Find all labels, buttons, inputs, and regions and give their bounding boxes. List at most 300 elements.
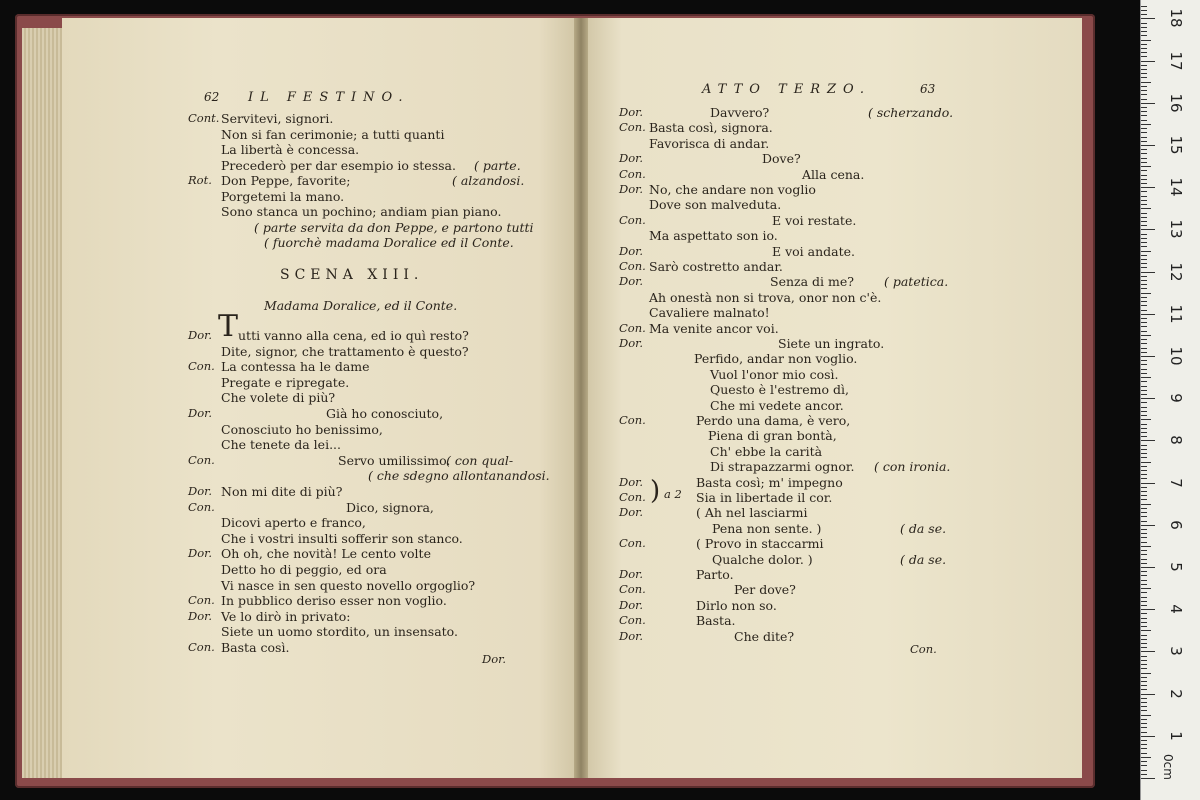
ruler-tick xyxy=(1141,356,1155,357)
verse-line: Non si fan cerimonie; a tutti quanti xyxy=(221,126,445,142)
verse-line: E voi restate. xyxy=(772,212,857,228)
ruler-tick xyxy=(1141,537,1147,538)
verse-line: Basta così, signora. xyxy=(649,120,773,136)
ruler-tick xyxy=(1141,407,1147,408)
verse-line: Davvero? xyxy=(710,105,770,120)
ruler-tick xyxy=(1141,613,1147,614)
ruler-tick xyxy=(1141,191,1147,192)
ruler-tick xyxy=(1141,390,1147,391)
ruler-tick xyxy=(1141,609,1155,610)
stage-direction: ( parte. xyxy=(474,157,521,173)
ruler-tick xyxy=(1141,626,1147,627)
ruler-tick xyxy=(1141,221,1147,222)
ruler-tick xyxy=(1141,373,1147,374)
ruler-tick xyxy=(1141,440,1155,441)
ruler-tick xyxy=(1141,474,1147,475)
ruler-tick xyxy=(1141,698,1147,699)
verse-line: Porgetemi la mano. xyxy=(221,188,345,204)
ruler-tick xyxy=(1141,516,1147,517)
verse-line: Conosciuto ho benissimo, xyxy=(221,421,383,437)
stage-direction: ( con qual- xyxy=(446,452,514,468)
verse-line: ( Ah nel lasciarmi xyxy=(696,505,808,521)
speaker-label: Dor. xyxy=(619,151,644,166)
ruler-number: 13 xyxy=(1167,219,1185,239)
ruler-tick xyxy=(1141,483,1155,484)
scene-first-line: utti vanno alla cena, ed io quì resto? xyxy=(238,328,469,343)
ruler-tick xyxy=(1141,462,1151,463)
verse-line: Piena di gran bontà, xyxy=(708,428,837,444)
ruler-tick xyxy=(1141,428,1147,429)
speaker-label: Dor. xyxy=(619,597,644,612)
ruler-tick xyxy=(1141,82,1151,83)
ruler-tick xyxy=(1141,322,1147,323)
ruler-tick xyxy=(1141,677,1147,678)
ruler-tick xyxy=(1141,120,1147,121)
ruler-tick xyxy=(1141,69,1147,70)
ruler-tick xyxy=(1141,272,1155,273)
ruler-tick xyxy=(1141,187,1155,188)
ruler-tick xyxy=(1141,533,1147,534)
ruler-tick xyxy=(1141,48,1147,49)
ruler-tick xyxy=(1141,284,1147,285)
speaker-label: Con. xyxy=(619,320,646,335)
verse-line: Di strapazzarmi ognor. xyxy=(710,459,855,475)
speaker-label: Dor. xyxy=(188,406,213,420)
ruler-number: 5 xyxy=(1167,562,1185,572)
ruler-tick xyxy=(1141,744,1147,745)
speaker-label: Con. xyxy=(619,212,646,227)
ruler-tick xyxy=(1141,170,1147,171)
verse-line: ( fuorchè madama Doralice ed il Conte. xyxy=(264,235,514,250)
speaker-label: Cont. xyxy=(188,111,220,125)
verse-line: Basta così; m' impegno xyxy=(696,474,843,490)
left-page-number: 62 xyxy=(204,90,220,104)
ruler-tick xyxy=(1141,288,1147,289)
ruler-tick xyxy=(1141,748,1147,749)
right-page-number: 63 xyxy=(920,82,936,96)
ruler-tick xyxy=(1141,124,1151,125)
ruler-tick xyxy=(1141,487,1147,488)
speaker-label: Rot. xyxy=(188,173,212,187)
ruler-tick xyxy=(1141,166,1151,167)
ruler-tick xyxy=(1141,601,1147,602)
ruler-tick xyxy=(1141,660,1147,661)
stage-direction: ( con ironia. xyxy=(874,459,951,475)
verse-line: Che i vostri insulti sofferir son stanco. xyxy=(221,530,463,546)
ruler-number: 17 xyxy=(1167,51,1185,71)
speaker-label: Dor. xyxy=(619,628,644,643)
ruler-tick xyxy=(1141,525,1155,526)
ruler-tick xyxy=(1141,694,1155,695)
verse-line: Siete un ingrato. xyxy=(778,336,885,351)
ruler-number: 9 xyxy=(1167,393,1185,403)
ruler-tick xyxy=(1141,56,1147,57)
verse-line: Siete un uomo stordito, un insensato. xyxy=(221,624,458,640)
ruler-tick xyxy=(1141,377,1151,378)
verse-line: Servo umilissimo. xyxy=(338,452,451,468)
ruler-tick xyxy=(1141,664,1147,665)
ruler-tick xyxy=(1141,179,1147,180)
verse-line: Vuol l'onor mio così. xyxy=(710,366,839,382)
ruler-number: 10 xyxy=(1167,346,1185,366)
ruler-tick xyxy=(1141,73,1147,74)
ruler-tick xyxy=(1141,542,1147,543)
ruler-tick xyxy=(1141,242,1147,243)
ruler-tick xyxy=(1141,736,1155,737)
ruler-tick xyxy=(1141,31,1147,32)
verse-line: La contessa ha le dame xyxy=(221,359,370,375)
ruler-tick xyxy=(1141,740,1147,741)
ruler-tick xyxy=(1141,111,1147,112)
verse-line: Ch' ebbe la carità xyxy=(710,443,823,459)
ruler-tick xyxy=(1141,445,1147,446)
ruler-tick xyxy=(1141,618,1147,619)
verse-line: Per dove? xyxy=(734,582,796,598)
speaker-label: Con. xyxy=(619,259,646,273)
ruler-tick xyxy=(1141,18,1155,19)
verse-line: Dove? xyxy=(762,151,801,167)
ruler-tick xyxy=(1141,575,1147,576)
ruler-tick xyxy=(1141,689,1147,690)
ruler-tick xyxy=(1141,668,1147,669)
speaker-label: Dor. xyxy=(619,243,644,258)
ruler-tick xyxy=(1141,204,1147,205)
verse-line: Questo è l'estremo dì, xyxy=(710,382,849,398)
ruler-tick xyxy=(1141,411,1147,412)
ruler-tick xyxy=(1141,402,1147,403)
ruler-tick xyxy=(1141,65,1147,66)
ruler-tick xyxy=(1141,153,1147,154)
ruler-tick xyxy=(1141,757,1151,758)
verse-line: La libertà è concessa. xyxy=(221,142,360,157)
ruler-tick xyxy=(1141,225,1147,226)
ruler-tick xyxy=(1141,61,1155,62)
ruler-tick xyxy=(1141,132,1147,133)
ruler-tick xyxy=(1141,449,1147,450)
verse-line: Già ho conosciuto, xyxy=(326,406,444,421)
ruler-tick xyxy=(1141,727,1147,728)
ruler-tick xyxy=(1141,592,1147,593)
verse-line: Perfido, andar non voglio. xyxy=(694,351,858,367)
verse-line: Perdo una dama, è vero, xyxy=(696,413,851,428)
verse-line: ( Provo in staccarmi xyxy=(696,536,824,552)
ruler-tick xyxy=(1141,314,1155,315)
verse-line: Pregate e ripregate. xyxy=(221,374,350,390)
scene-persons: Madama Doralice, ed il Conte. xyxy=(264,298,458,313)
ruler-number: 6 xyxy=(1167,520,1185,530)
ruler-number: 1 xyxy=(1167,731,1185,741)
ruler-tick xyxy=(1141,158,1147,159)
stage-direction: ( alzandosi. xyxy=(452,173,525,188)
ruler-tick xyxy=(1141,732,1147,733)
verse-line: Basta. xyxy=(696,613,736,629)
verse-line: Don Peppe, favorite; xyxy=(221,173,351,188)
ruler-number: 4 xyxy=(1167,604,1185,614)
stage-direction: ( scherzando. xyxy=(868,105,954,120)
ruler-tick xyxy=(1141,651,1155,652)
ruler-tick xyxy=(1141,44,1147,45)
ruler-tick xyxy=(1141,673,1151,674)
ruler-tick xyxy=(1141,597,1147,598)
verse-line: Favorisca di andar. xyxy=(649,135,770,151)
ruler-number: 3 xyxy=(1167,646,1185,657)
ruler-number: 12 xyxy=(1167,262,1185,282)
ruler-tick xyxy=(1141,546,1151,547)
verse-line: Vi nasce in sen questo novello orgoglio? xyxy=(221,577,476,593)
speaker-label: Con. xyxy=(619,582,646,597)
verse-line: Ve lo dirò in privato: xyxy=(221,608,351,624)
ruler-tick xyxy=(1141,571,1147,572)
ruler-tick xyxy=(1141,770,1147,771)
verse-line: Alla cena. xyxy=(802,166,865,182)
stage-direction: ( da se. xyxy=(900,551,947,567)
ruler-tick xyxy=(1141,339,1147,340)
ruler-tick xyxy=(1141,466,1147,467)
ruler-tick xyxy=(1141,40,1151,41)
ruler-number: 18 xyxy=(1167,8,1185,28)
verse-line: Precederò per dar esempio io stessa. xyxy=(221,157,456,173)
ruler-tick xyxy=(1141,23,1147,24)
verse-line: Ma aspettato son io. xyxy=(649,228,778,244)
verse-line: Dirlo non so. xyxy=(696,597,777,613)
ruler-tick xyxy=(1141,706,1147,707)
ruler-number: 14 xyxy=(1167,177,1185,197)
ruler-tick xyxy=(1141,508,1147,509)
left-running-header: IL FESTINO. xyxy=(248,90,410,105)
verse-line: E voi andate. xyxy=(772,243,856,259)
ruler-tick xyxy=(1141,107,1147,108)
ruler-number: 7 xyxy=(1167,477,1185,488)
ruler-tick xyxy=(1141,512,1147,513)
verse-line: Senza di me? xyxy=(770,274,854,290)
ruler-tick xyxy=(1141,419,1151,420)
ruler-tick xyxy=(1141,352,1147,353)
ruler-tick xyxy=(1141,137,1147,138)
ruler-tick xyxy=(1141,52,1147,53)
ruler-tick xyxy=(1141,364,1147,365)
ruler-tick xyxy=(1141,14,1147,15)
ruler-tick xyxy=(1141,213,1147,214)
ruler-tick xyxy=(1141,238,1147,239)
ruler-tick xyxy=(1141,335,1151,336)
ruler-tick xyxy=(1141,331,1147,332)
ruler-tick xyxy=(1141,6,1147,7)
ruler-tick xyxy=(1141,162,1147,163)
stage-direction: ( patetica. xyxy=(884,274,949,290)
ruler-tick xyxy=(1141,702,1147,703)
ruler-tick xyxy=(1141,394,1147,395)
ruler-tick xyxy=(1141,415,1147,416)
ruler-tick xyxy=(1141,639,1147,640)
speaker-label: Con. xyxy=(619,536,646,551)
verse-line: Che volete di più? xyxy=(221,390,336,406)
ruler-number: 8 xyxy=(1167,435,1185,446)
ruler-tick xyxy=(1141,301,1147,302)
ruler-tick xyxy=(1141,630,1151,631)
ruler-tick xyxy=(1141,588,1151,589)
speaker-label: Con. xyxy=(188,640,215,654)
speaker-label: Con. xyxy=(619,120,646,135)
speaker-label: Con. xyxy=(619,413,646,427)
verse-line: Qualche dolor. ) xyxy=(712,551,813,567)
measuring-ruler xyxy=(1140,0,1200,800)
ruler-tick xyxy=(1141,103,1155,104)
ruler-tick xyxy=(1141,643,1147,644)
ruler-tick xyxy=(1141,267,1147,268)
ruler-number: 2 xyxy=(1167,688,1185,699)
verse-line: Sia in libertade il cor. xyxy=(696,490,833,505)
ruler-tick xyxy=(1141,529,1147,530)
ruler-number: 15 xyxy=(1167,135,1185,155)
ruler-tick xyxy=(1141,424,1147,425)
speaker-label: Con. xyxy=(619,490,646,504)
ruler-tick xyxy=(1141,10,1147,11)
ruler-tick xyxy=(1141,259,1147,260)
verse-line: Dove son malveduta. xyxy=(649,197,782,213)
ruler-tick xyxy=(1141,381,1147,382)
ruler-tick xyxy=(1141,550,1147,551)
ruler-tick xyxy=(1141,369,1147,370)
ruler-tick xyxy=(1141,719,1147,720)
ruler-number: 16 xyxy=(1167,93,1185,113)
ruler-tick xyxy=(1141,504,1151,505)
ruler-tick xyxy=(1141,263,1147,264)
ruler-tick xyxy=(1141,246,1147,247)
duet-label: a 2 xyxy=(664,487,682,501)
ruler-tick xyxy=(1141,200,1147,201)
verse-line: Cavaliere malnato! xyxy=(649,305,770,321)
ruler-tick xyxy=(1141,276,1147,277)
ruler-tick xyxy=(1141,499,1147,500)
ruler-tick xyxy=(1141,778,1155,779)
speaker-label: Dor. xyxy=(619,336,644,350)
speaker-label: Con. xyxy=(188,359,215,374)
ruler-tick xyxy=(1141,360,1147,361)
verse-line: ( parte servita da don Peppe, e partono tutti xyxy=(254,219,534,235)
ruler-tick xyxy=(1141,622,1147,623)
ruler-number: 11 xyxy=(1167,304,1185,324)
ruler-tick xyxy=(1141,710,1147,711)
ruler-tick xyxy=(1141,685,1147,686)
ruler-tick xyxy=(1141,35,1147,36)
ruler-tick xyxy=(1141,183,1147,184)
verse-line: Oh oh, che novità! Le cento volte xyxy=(221,546,431,562)
ruler-tick xyxy=(1141,605,1147,606)
ruler-tick xyxy=(1141,753,1147,754)
verse-line: Che dite? xyxy=(734,628,795,644)
ruler-tick xyxy=(1141,149,1147,150)
right-catchword: Con. xyxy=(910,642,937,656)
ruler-tick xyxy=(1141,175,1147,176)
ruler-tick xyxy=(1141,145,1155,146)
book-gutter xyxy=(574,18,588,778)
ruler-tick xyxy=(1141,310,1147,311)
ruler-tick xyxy=(1141,635,1147,636)
ruler-tick xyxy=(1141,559,1147,560)
verse-line: Che mi vedete ancor. xyxy=(710,397,844,413)
speaker-label: Con. xyxy=(188,593,215,608)
ruler-tick xyxy=(1141,398,1155,399)
ruler-tick xyxy=(1141,326,1147,327)
right-running-header: ATTO TERZO. xyxy=(702,82,872,97)
ruler-tick xyxy=(1141,305,1147,306)
ruler-tick xyxy=(1141,94,1147,95)
speaker-label: Dor. xyxy=(188,328,213,342)
verse-line: Servitevi, signori. xyxy=(221,111,334,126)
ruler-tick xyxy=(1141,208,1151,209)
verse-line: Ah onestà non si trova, onor non c'è. xyxy=(649,289,882,305)
speaker-label: Dor. xyxy=(619,505,644,520)
speaker-label: Con. xyxy=(188,452,215,467)
ruler-tick xyxy=(1141,656,1147,657)
ruler-tick xyxy=(1141,128,1147,129)
ruler-tick xyxy=(1141,774,1147,775)
ruler-tick xyxy=(1141,386,1147,387)
stage-direction: ( che sdegno allontanandosi. xyxy=(368,468,550,484)
ruler-tick xyxy=(1141,521,1147,522)
ruler-tick xyxy=(1141,567,1155,568)
speaker-label: Dor. xyxy=(188,546,213,561)
speaker-label: Dor. xyxy=(619,105,644,119)
ruler-tick xyxy=(1141,647,1147,648)
ruler-tick xyxy=(1141,90,1147,91)
verse-line: Basta così. xyxy=(221,640,290,655)
ruler-tick xyxy=(1141,141,1147,142)
ruler-tick xyxy=(1141,715,1151,716)
speaker-label: Con. xyxy=(619,166,646,181)
ruler-tick xyxy=(1141,580,1147,581)
ruler-tick xyxy=(1141,115,1147,116)
verse-line: Ma venite ancor voi. xyxy=(649,320,779,336)
verse-line: Dite, signor, che trattamento è questo? xyxy=(221,343,469,359)
ruler-tick xyxy=(1141,554,1147,555)
ruler-tick xyxy=(1141,77,1147,78)
ruler-tick xyxy=(1141,217,1147,218)
ruler-tick xyxy=(1141,453,1147,454)
stage-direction: ( da se. xyxy=(900,520,947,536)
scene-heading: SCENA XIII. xyxy=(280,267,424,283)
speaker-label: Dor. xyxy=(619,474,644,489)
ruler-tick xyxy=(1141,234,1147,235)
verse-line: Parto. xyxy=(696,567,734,582)
left-catchword: Dor. xyxy=(482,652,507,666)
duet-brace: ) xyxy=(650,476,661,506)
verse-line: In pubblico deriso esser non voglio. xyxy=(221,593,447,609)
ruler-tick xyxy=(1141,255,1147,256)
verse-line: Che tenete da lei... xyxy=(221,437,341,453)
speaker-label: Con. xyxy=(619,613,646,628)
ruler-tick xyxy=(1141,681,1147,682)
ruler-unit-label: 0cm xyxy=(1160,754,1175,780)
ruler-tick xyxy=(1141,765,1147,766)
verse-line: Pena non sente. ) xyxy=(712,520,822,536)
ruler-tick xyxy=(1141,761,1147,762)
ruler-tick xyxy=(1141,86,1147,87)
speaker-label: Dor. xyxy=(188,608,213,623)
ruler-tick xyxy=(1141,27,1147,28)
ruler-tick xyxy=(1141,348,1147,349)
verse-line: Sono stanca un pochino; andiam pian piano. xyxy=(221,204,502,219)
speaker-label: Dor. xyxy=(188,484,213,498)
verse-line: Dicovi aperto e franco, xyxy=(221,515,366,531)
ruler-tick xyxy=(1141,432,1147,433)
ruler-tick xyxy=(1141,196,1147,197)
ruler-tick xyxy=(1141,478,1147,479)
ruler-tick xyxy=(1141,297,1147,298)
speaker-label: Dor. xyxy=(619,567,644,581)
ruler-tick xyxy=(1141,457,1147,458)
ruler-tick xyxy=(1141,343,1147,344)
